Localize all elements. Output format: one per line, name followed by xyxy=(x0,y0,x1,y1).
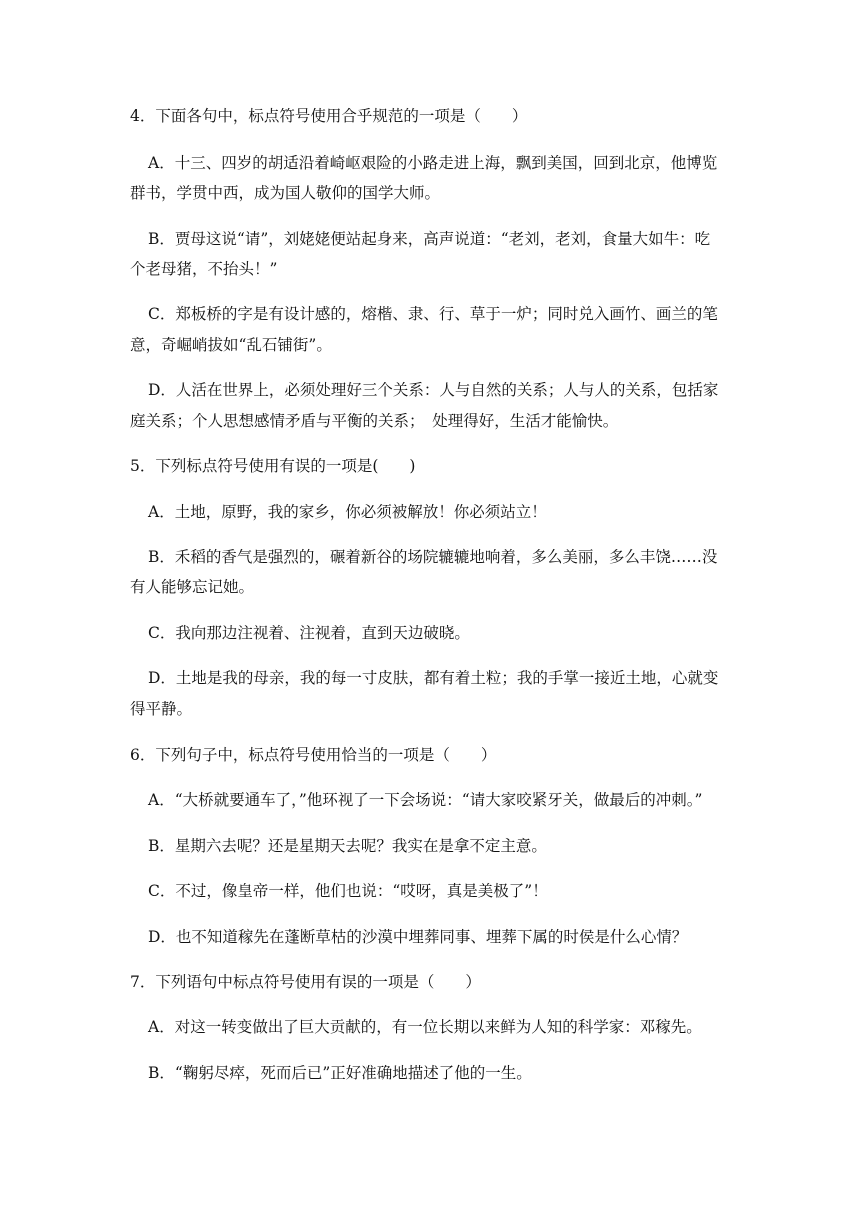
question-5-option-c: C．我向那边注视着、注视着，直到天边破晓。 xyxy=(148,624,470,642)
question-6-option-d: D．也不知道稼先在蓬断草枯的沙漠中埋葬同事、埋葬下属的时侯是什么心情？ xyxy=(148,928,688,946)
question-4-option-d: D．人活在世界上，必须处理好三个关系：人与自然的关系；人与人的关系，包括家 xyxy=(148,381,719,399)
question-5-option-b-cont: 有人能够忘记她。 xyxy=(130,578,255,596)
question-7-option-a: A．对这一转变做出了巨大贡献的，有一位长期以来鲜为人知的科学家：邓稼先。 xyxy=(148,1018,702,1036)
question-4-option-c: C．郑板桥的字是有设计感的，熔楷、隶、行、草于一炉；同时兑入画竹、画兰的笔 xyxy=(148,305,718,323)
question-4-option-a-cont: 群书，学贯中西，成为国人敬仰的国学大师。 xyxy=(130,184,441,202)
question-4-option-a: A．十三、四岁的胡适沿着崎岖艰险的小路走进上海，飘到美国，回到北京，他博览 xyxy=(148,154,718,172)
question-5-stem: 5．下列标点符号使用有误的一项是( ) xyxy=(130,457,416,475)
question-4-option-c-cont: 意，奇崛峭拔如“乱石铺街”。 xyxy=(130,336,332,354)
question-5-option-d-cont: 得平静。 xyxy=(130,700,193,718)
question-7-option-b: B．“鞠躬尽瘁，死而后已”正好准确地描述了他的一生。 xyxy=(148,1064,532,1082)
question-5-option-a: A．土地，原野，我的家乡，你必须被解放！你必须站立！ xyxy=(148,503,547,521)
question-4-option-d-cont: 庭关系；个人思想感情矛盾与平衡的关系； 处理得好，生活才能愉快。 xyxy=(130,412,619,430)
question-5-option-b: B．禾稻的香气是强烈的，碾着新谷的场院辘辘地响着，多么美丽，多么丰饶……没 xyxy=(148,548,718,566)
question-4-option-b-cont: 个老母猪，不抬头！” xyxy=(130,260,278,278)
question-6-option-c: C．不过，像皇帝一样，他们也说：“哎呀，真是美极了”！ xyxy=(148,882,548,900)
question-4-option-b: B．贾母这说“请”，刘姥姥便站起身来，高声说道：“老刘，老刘，食量大如牛：吃 xyxy=(148,230,711,248)
question-4-stem: 4．下面各句中，标点符号使用合乎规范的一项是（ ） xyxy=(130,107,528,125)
question-6-stem: 6．下列句子中，标点符号使用恰当的一项是（ ） xyxy=(130,746,497,764)
question-6-option-a: A．“大桥就要通车了，”他环视了一下会场说：“请大家咬紧牙关，做最后的冲刺。” xyxy=(148,791,703,809)
question-7-stem: 7．下列语句中标点符号使用有误的一项是（ ） xyxy=(130,973,481,991)
question-6-option-b: B．星期六去呢？还是星期天去呢？我实在是拿不定主意。 xyxy=(148,837,547,855)
question-5-option-d: D．土地是我的母亲，我的每一寸皮肤，都有着土粒；我的手掌一接近土地，心就变 xyxy=(148,669,719,687)
